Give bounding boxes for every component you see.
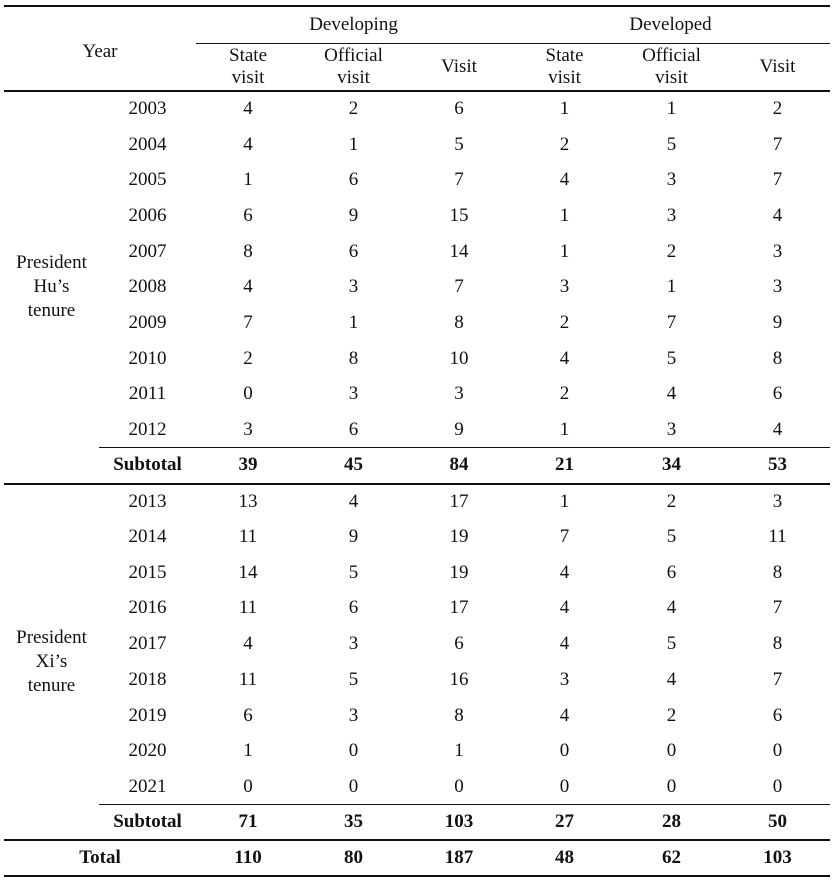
- value-cell: 3: [348, 704, 359, 726]
- value-cell: 19: [449, 526, 469, 548]
- value-cell: 0: [243, 775, 253, 797]
- value-cell: 13: [238, 490, 258, 512]
- value-cell: 5: [348, 668, 359, 690]
- value-cell: 4: [559, 633, 570, 655]
- value-cell: 6: [454, 98, 464, 120]
- value-cell: 3: [348, 633, 359, 655]
- year-cell: 2004: [128, 133, 167, 155]
- developing-state-visit-header: [196, 43, 300, 91]
- value-cell: 7: [772, 169, 783, 191]
- value-cell: 4: [559, 704, 570, 726]
- value-cell: 4: [666, 383, 677, 405]
- subtotal-value: 21: [511, 448, 618, 484]
- table-row: [4, 555, 830, 591]
- state-visit-line1: State: [545, 44, 584, 66]
- value-cell: 4: [243, 133, 253, 155]
- total-value: 187: [444, 847, 474, 869]
- value-cell: 4: [243, 633, 253, 655]
- table-row: [4, 377, 830, 413]
- value-cell: 5: [454, 133, 464, 155]
- table-row: [4, 127, 830, 163]
- value-cell: 1: [559, 98, 570, 120]
- value-cell: 6: [348, 240, 359, 262]
- table-row: [4, 341, 830, 377]
- tenure-label: [4, 484, 99, 841]
- subtotal-value: 39: [196, 448, 300, 484]
- value-cell: 1: [666, 276, 677, 298]
- year-header: Year: [82, 41, 118, 62]
- value-cell: 0: [559, 775, 570, 797]
- value-cell: 7: [772, 133, 783, 155]
- tenure-label-line: tenure: [27, 300, 76, 322]
- value-cell: 11: [238, 526, 258, 548]
- total-value: 103: [763, 847, 792, 869]
- value-cell: 0: [243, 383, 253, 405]
- subtotal-value: 28: [618, 805, 725, 841]
- value-cell: 2: [666, 240, 677, 262]
- developed-official-visit-header: [618, 43, 725, 91]
- tenure-label-line: Hu’s: [33, 276, 70, 298]
- year-cell: 2017: [128, 633, 167, 655]
- value-cell: 7: [772, 597, 783, 619]
- value-cell: 3: [666, 204, 677, 226]
- year-cell: 2019: [128, 704, 167, 726]
- value-cell: 6: [772, 704, 783, 726]
- value-cell: 4: [772, 204, 783, 226]
- value-cell: 9: [348, 204, 359, 226]
- value-cell: 8: [454, 311, 464, 333]
- value-cell: 5: [666, 133, 677, 155]
- value-cell: 1: [666, 98, 677, 120]
- value-cell: 1: [348, 311, 359, 333]
- value-cell: 7: [666, 311, 677, 333]
- table-row: [4, 626, 830, 662]
- year-cell: 2005: [128, 169, 167, 191]
- year-cell: 2010: [128, 347, 167, 369]
- value-cell: 4: [559, 169, 570, 191]
- table-row: [4, 591, 830, 627]
- year-cell: 2013: [128, 490, 167, 512]
- value-cell: 6: [348, 418, 359, 440]
- value-cell: 2: [559, 311, 570, 333]
- table-row: [4, 733, 830, 769]
- year-cell: 2014: [128, 526, 167, 548]
- total-label: Total: [79, 847, 121, 869]
- value-cell: 3: [559, 276, 570, 298]
- value-cell: 9: [454, 418, 464, 440]
- value-cell: 8: [348, 347, 359, 369]
- visits-table: [4, 5, 830, 877]
- value-cell: 5: [666, 347, 677, 369]
- year-cell: 2006: [128, 204, 167, 226]
- value-cell: 6: [666, 561, 677, 583]
- table-row: [4, 698, 830, 734]
- subtotal-value: 53: [725, 448, 830, 484]
- value-cell: 7: [243, 311, 253, 333]
- year-cell: 2003: [128, 98, 167, 120]
- subtotal-row: [4, 805, 830, 841]
- value-cell: 8: [772, 561, 783, 583]
- table-row: [4, 769, 830, 805]
- subtotal-value: 34: [618, 448, 725, 484]
- developed-state-visit-header: [511, 43, 618, 91]
- value-cell: 2: [666, 704, 677, 726]
- value-cell: 4: [348, 490, 359, 512]
- value-cell: 3: [348, 383, 359, 405]
- value-cell: 0: [348, 775, 359, 797]
- value-cell: 3: [243, 418, 253, 440]
- value-cell: 0: [666, 775, 677, 797]
- developing-official-visit-header: [300, 43, 407, 91]
- developing-header: Developing: [196, 6, 511, 43]
- value-cell: 11: [238, 668, 258, 690]
- value-cell: 4: [559, 347, 570, 369]
- value-cell: 6: [348, 169, 359, 191]
- subtotal-value: 35: [300, 805, 407, 841]
- value-cell: 4: [559, 597, 570, 619]
- total-value: 80: [344, 847, 364, 869]
- tenure-label-line: Xi’s: [35, 651, 68, 672]
- year-cell: 2009: [128, 311, 167, 333]
- value-cell: 3: [454, 383, 464, 405]
- table-row: [4, 412, 830, 448]
- value-cell: 4: [559, 561, 570, 583]
- subtotal-row: [4, 448, 830, 484]
- subtotal-value: 84: [407, 448, 511, 484]
- developing-visit-header: Visit: [441, 55, 477, 77]
- value-cell: 3: [559, 668, 570, 690]
- subtotal-label: Subtotal: [99, 805, 196, 841]
- year-cell: 2012: [128, 418, 167, 440]
- value-cell: 1: [454, 740, 464, 762]
- year-cell: 2011: [128, 383, 167, 405]
- tenure-label-line: President: [16, 627, 87, 648]
- value-cell: 0: [348, 740, 359, 762]
- value-cell: 1: [559, 240, 570, 262]
- value-cell: 15: [449, 204, 469, 226]
- state-visit-line2: visit: [231, 66, 265, 88]
- table-row: [4, 269, 830, 305]
- value-cell: 0: [666, 740, 677, 762]
- value-cell: 4: [243, 98, 253, 120]
- value-cell: 1: [559, 204, 570, 226]
- value-cell: 8: [772, 347, 783, 369]
- total-value: 62: [662, 847, 682, 869]
- year-cell: 2020: [128, 740, 167, 762]
- value-cell: 3: [666, 169, 677, 191]
- value-cell: 14: [449, 240, 469, 262]
- value-cell: 17: [449, 597, 469, 619]
- value-cell: 8: [454, 704, 464, 726]
- value-cell: 2: [772, 98, 783, 120]
- table-body: [4, 91, 830, 876]
- developed-visit-header: Visit: [759, 55, 796, 77]
- value-cell: 6: [772, 383, 783, 405]
- state-visit-line1: State: [229, 44, 268, 66]
- value-cell: 2: [243, 347, 253, 369]
- value-cell: 3: [772, 276, 783, 298]
- value-cell: 0: [454, 775, 464, 797]
- year-cell: 2018: [128, 668, 167, 690]
- value-cell: 10: [449, 347, 469, 369]
- value-cell: 1: [243, 169, 253, 191]
- value-cell: 4: [772, 418, 783, 440]
- value-cell: 7: [772, 668, 783, 690]
- table-row: [4, 162, 830, 198]
- table-row: [4, 519, 830, 555]
- table-row: [4, 234, 830, 270]
- subtotal-value: 50: [725, 805, 830, 841]
- value-cell: 0: [772, 775, 783, 797]
- value-cell: 3: [348, 276, 359, 298]
- table-row: [4, 198, 830, 234]
- value-cell: 11: [768, 526, 787, 548]
- year-cell: 2008: [128, 276, 167, 298]
- tenure-label-line: tenure: [27, 675, 76, 696]
- value-cell: 6: [243, 204, 253, 226]
- total-value: 48: [555, 847, 575, 869]
- value-cell: 14: [238, 561, 258, 583]
- value-cell: 4: [243, 276, 253, 298]
- value-cell: 11: [238, 597, 258, 619]
- value-cell: 3: [666, 418, 677, 440]
- value-cell: 9: [772, 311, 783, 333]
- tenure-label: [4, 91, 99, 484]
- table-row: [4, 662, 830, 698]
- table-header: [4, 6, 830, 91]
- developed-header: Developed: [511, 6, 830, 43]
- year-cell: 2015: [128, 561, 167, 583]
- value-cell: 8: [243, 240, 253, 262]
- official-visit-line1: Official: [324, 44, 383, 66]
- tenure-label-line: President: [16, 252, 87, 274]
- value-cell: 7: [454, 276, 464, 298]
- value-cell: 17: [449, 490, 469, 512]
- value-cell: 0: [559, 740, 570, 762]
- year-cell: 2016: [128, 597, 167, 619]
- value-cell: 2: [666, 490, 677, 512]
- value-cell: 3: [772, 490, 783, 512]
- official-visit-line1: Official: [642, 44, 701, 66]
- value-cell: 1: [559, 418, 570, 440]
- value-cell: 4: [666, 668, 677, 690]
- value-cell: 1: [348, 133, 359, 155]
- value-cell: 5: [666, 526, 677, 548]
- value-cell: 1: [243, 740, 253, 762]
- value-cell: 7: [454, 169, 464, 191]
- subtotal-value: 71: [196, 805, 300, 841]
- value-cell: 5: [666, 633, 677, 655]
- official-visit-line2: visit: [337, 66, 370, 88]
- value-cell: 9: [348, 526, 359, 548]
- subtotal-value: 103: [407, 805, 511, 841]
- table-row: [4, 305, 830, 341]
- value-cell: 6: [454, 633, 464, 655]
- value-cell: 6: [348, 597, 359, 619]
- value-cell: 6: [243, 704, 253, 726]
- total-value: 110: [234, 847, 262, 869]
- year-cell: 2021: [128, 775, 167, 797]
- subtotal-value: 45: [300, 448, 407, 484]
- value-cell: 19: [449, 561, 469, 583]
- value-cell: 2: [348, 98, 359, 120]
- subtotal-label: Subtotal: [99, 448, 196, 484]
- value-cell: 2: [559, 383, 570, 405]
- state-visit-line2: visit: [548, 66, 581, 88]
- value-cell: 0: [772, 740, 783, 762]
- year-cell: 2007: [128, 240, 167, 262]
- official-visit-line2: visit: [655, 66, 688, 88]
- value-cell: 2: [559, 133, 570, 155]
- value-cell: 4: [666, 597, 677, 619]
- value-cell: 1: [559, 490, 570, 512]
- value-cell: 5: [348, 561, 359, 583]
- value-cell: 7: [559, 526, 570, 548]
- table-row: [4, 484, 830, 520]
- value-cell: 16: [449, 668, 469, 690]
- total-row: [4, 840, 830, 876]
- subtotal-value: 27: [511, 805, 618, 841]
- value-cell: 8: [772, 633, 783, 655]
- value-cell: 3: [772, 240, 783, 262]
- table-row: [4, 91, 830, 127]
